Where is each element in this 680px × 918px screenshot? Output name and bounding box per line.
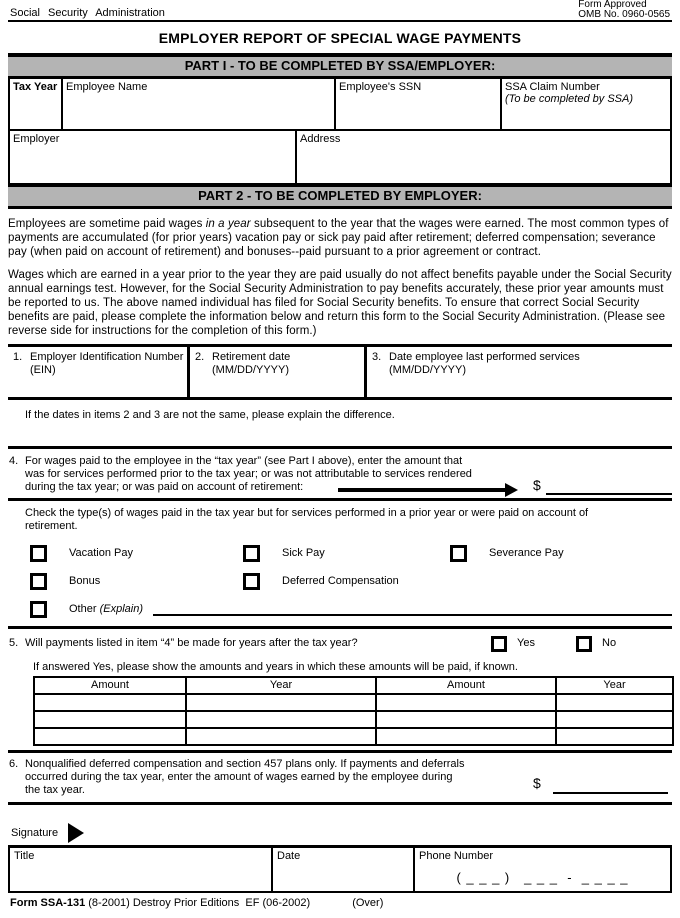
table-cell[interactable] bbox=[34, 694, 186, 711]
para1-pre: Employees are sometime paid wages bbox=[8, 218, 206, 230]
dates-difference-note: If the dates in items 2 and 3 are not the same, please explain the difference. bbox=[25, 408, 395, 421]
last-services-date-field[interactable] bbox=[367, 347, 672, 397]
vacation-pay-label: Vacation Pay bbox=[69, 547, 134, 560]
omb-approval bbox=[578, 0, 670, 20]
other-label bbox=[69, 603, 143, 615]
deferred-compensation-checkbox[interactable] bbox=[243, 573, 260, 590]
bonus-checkbox[interactable] bbox=[30, 573, 47, 590]
form-approved-label: Form Approved bbox=[578, 0, 647, 10]
item6-line1: Nonqualified deferred compensation and section 457 plans only. If payments and deferrals bbox=[25, 757, 465, 770]
form-footer bbox=[8, 893, 672, 909]
title-date-phone-box bbox=[8, 845, 672, 893]
dates-difference-area[interactable] bbox=[8, 400, 672, 449]
employer-field[interactable]: Employer bbox=[10, 131, 297, 183]
top-header bbox=[8, 0, 672, 22]
form-id bbox=[10, 897, 310, 909]
severance-pay-label: Severance Pay bbox=[489, 547, 564, 560]
item1-label: Employer Identification Number bbox=[30, 350, 184, 363]
item2-sublabel: (MM/DD/YYYY) bbox=[212, 364, 289, 377]
table-cell[interactable] bbox=[376, 711, 556, 728]
deferred-compensation-label: Deferred Compensation bbox=[282, 575, 399, 588]
part1-row2 bbox=[10, 131, 670, 183]
wage-type-instruction: Check the type(s) of wages paid in the tax year but for services performed in a prior year or were paid on account of retirement. bbox=[25, 506, 589, 533]
employee-ssn-field[interactable]: Employee's SSN bbox=[336, 79, 502, 129]
table-cell[interactable] bbox=[186, 728, 376, 745]
ssa-claim-number-field[interactable] bbox=[502, 79, 670, 129]
col-header-amount-1: Amount bbox=[34, 677, 186, 694]
date-field[interactable]: Date bbox=[273, 848, 415, 891]
item6-section bbox=[8, 750, 672, 805]
agency-name: Social Security Administration bbox=[10, 7, 165, 19]
para1-post: subsequent to the year that the wages were earned. The most common types of payments are accumulated (for prior years) vacation pay or sick pay paid after retirement; deferred compensation; severance pay (when paid on account of retirement) and bonuses--paid pursuant to a prior agreement or contract. bbox=[8, 218, 669, 259]
signature-arrow-icon bbox=[68, 823, 84, 843]
table-row bbox=[34, 711, 673, 728]
table-cell[interactable] bbox=[186, 711, 376, 728]
intro-paragraph-1 bbox=[8, 217, 672, 260]
other-explain-input[interactable] bbox=[153, 602, 672, 616]
item4-line1: For wages paid to the employee in the “tax year” (see Part I above), enter the amount that bbox=[25, 454, 463, 467]
item4-number: 4. bbox=[9, 454, 19, 467]
sick-pay-label: Sick Pay bbox=[282, 547, 325, 560]
severance-pay-checkbox[interactable] bbox=[450, 545, 467, 562]
item5-note: If answered Yes, please show the amounts and years in which these amounts will be paid, if known. bbox=[33, 660, 518, 673]
over-label: (Over) bbox=[352, 896, 384, 909]
col-header-amount-2: Amount bbox=[376, 677, 556, 694]
item6-number: 6. bbox=[9, 757, 19, 770]
table-cell[interactable] bbox=[376, 694, 556, 711]
claim-number-label: SSA Claim Number bbox=[505, 81, 600, 93]
part1-grid bbox=[8, 79, 672, 183]
item5-section bbox=[8, 629, 672, 652]
title-field[interactable]: Title bbox=[10, 848, 273, 891]
item6-amount-input[interactable] bbox=[553, 792, 668, 794]
part1-row1 bbox=[10, 79, 670, 131]
other-explain-text: (Explain) bbox=[99, 603, 143, 616]
signature-label: Signature bbox=[11, 826, 59, 839]
item3-sublabel: (MM/DD/YYYY) bbox=[389, 364, 466, 377]
item1-number: 1. bbox=[13, 350, 23, 363]
no-checkbox[interactable] bbox=[576, 636, 592, 652]
table-row bbox=[34, 694, 673, 711]
part1-section-bar: PART I - TO BE COMPLETED BY SSA/EMPLOYER: bbox=[8, 53, 672, 79]
item6-line3: the tax year. bbox=[25, 784, 85, 797]
signature-row bbox=[8, 805, 672, 845]
item4-line2: was for services performed prior to the tax year; or was not attributable to services rendered bbox=[25, 467, 472, 480]
item3-number: 3. bbox=[372, 350, 382, 363]
vacation-pay-checkbox[interactable] bbox=[30, 545, 47, 562]
item5-question: Will payments listed in item “4” be made for years after the tax year? bbox=[25, 636, 358, 649]
item2-label: Retirement date bbox=[212, 350, 291, 363]
no-label: No bbox=[602, 636, 617, 649]
items-1-3 bbox=[8, 344, 672, 400]
phone-label: Phone Number bbox=[419, 849, 493, 862]
item5-number: 5. bbox=[9, 636, 19, 649]
para1-italic: in a year bbox=[205, 218, 251, 230]
table-cell[interactable] bbox=[34, 711, 186, 728]
item6-dollar-sign: $ bbox=[533, 774, 541, 791]
intro-paragraph-2: Wages which are earned in a year prior to the year they are paid usually do not affect benefits payable under the Social Security annual earnings test. However, for the Social Security Administration to pay benefits accurately, these prior year amounts must be reported to us. The above named individual has filed for Social Security benefits. To ensure that correct Social Security benefits are paid, please complete the information below and return this form to the Social Security Administration. (Please see reverse side for instructions for the completion of this form.) bbox=[8, 268, 672, 338]
employee-name-field[interactable]: Employee Name bbox=[63, 79, 336, 129]
form-number: Form SSA-131 bbox=[10, 896, 86, 909]
tax-year-field[interactable]: Tax Year bbox=[10, 79, 63, 129]
item4-section bbox=[8, 449, 672, 501]
yes-checkbox[interactable] bbox=[491, 636, 507, 652]
col-header-year-2: Year bbox=[556, 677, 673, 694]
item4-amount-input[interactable] bbox=[546, 493, 672, 495]
table-cell[interactable] bbox=[186, 694, 376, 711]
part2-section-bar: PART 2 - TO BE COMPLETED BY EMPLOYER: bbox=[8, 183, 672, 209]
item4-line3: during the tax year; or was paid on account of retirement: bbox=[25, 481, 304, 494]
table-cell[interactable] bbox=[556, 728, 673, 745]
table-cell[interactable] bbox=[376, 728, 556, 745]
sick-pay-checkbox[interactable] bbox=[243, 545, 260, 562]
right-arrow-icon bbox=[338, 488, 506, 492]
phone-blanks: ( _ _ _ ) _ _ _ - _ _ _ _ bbox=[456, 869, 629, 885]
item1-sublabel: (EIN) bbox=[30, 364, 56, 377]
table-cell[interactable] bbox=[556, 694, 673, 711]
wage-type-checkboxes bbox=[8, 534, 672, 618]
yes-label: Yes bbox=[517, 636, 535, 649]
table-cell[interactable] bbox=[34, 728, 186, 745]
form-title: EMPLOYER REPORT OF SPECIAL WAGE PAYMENTS bbox=[158, 30, 522, 46]
item6-text bbox=[25, 758, 464, 798]
other-label-text: Other bbox=[69, 603, 100, 616]
claim-number-note: (To be completed by SSA) bbox=[505, 93, 633, 105]
form-edition: (8-2001) Destroy Prior Editions EF (06-2002) bbox=[85, 896, 311, 909]
item6-line2: occurred during the tax year, enter the amount of wages earned by the employee during bbox=[25, 770, 453, 783]
address-field[interactable]: Address bbox=[300, 133, 341, 145]
bonus-label: Bonus bbox=[69, 575, 101, 588]
future-payments-table bbox=[33, 676, 674, 746]
retirement-date-field[interactable] bbox=[190, 347, 367, 397]
omb-number: OMB No. 0960-0565 bbox=[578, 9, 670, 20]
table-cell[interactable] bbox=[556, 711, 673, 728]
ein-field[interactable] bbox=[8, 347, 190, 397]
other-checkbox[interactable] bbox=[30, 601, 47, 618]
item3-label: Date employee last performed services bbox=[389, 350, 580, 363]
table-row bbox=[34, 728, 673, 745]
item4-dollar-sign: $ bbox=[533, 476, 541, 493]
item2-number: 2. bbox=[195, 350, 205, 363]
table-header-row bbox=[34, 677, 673, 694]
col-header-year-1: Year bbox=[186, 677, 376, 694]
phone-field[interactable] bbox=[415, 848, 670, 891]
